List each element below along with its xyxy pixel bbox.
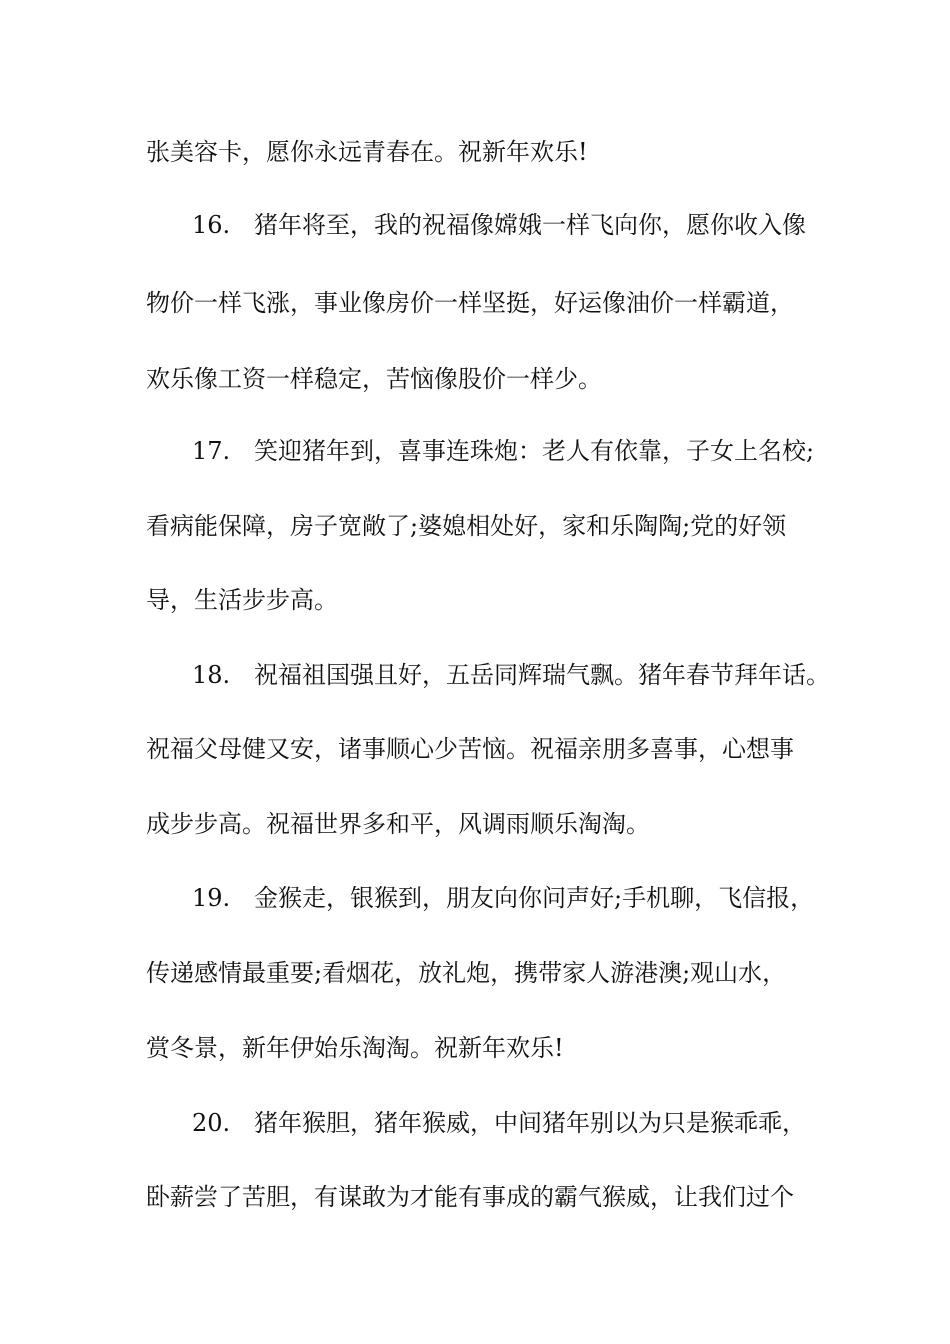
list-item-18: [192, 657, 892, 693]
item-text: 笑迎猪年到，喜事连珠炮：老人有依靠，子女上名校;: [254, 437, 815, 465]
text-line: 赏冬景，新年伊始乐淘淘。祝新年欢乐!: [146, 1034, 564, 1062]
item-number: 16.: [192, 211, 231, 239]
text-line: 张美容卡，愿你永远青春在。祝新年欢乐!: [146, 138, 588, 166]
text-line: 导，生活步步高。: [146, 586, 338, 614]
text-line: 卧薪尝了苦胆，有谋敢为才能有事成的霸气猴威，让我们过个: [146, 1183, 794, 1211]
item-number: 18.: [192, 661, 231, 689]
text-line: 看病能保障，房子宽敞了;婆媳相处好，家和乐陶陶;党的好领: [146, 512, 787, 540]
list-item-19: [192, 880, 892, 916]
item-text: 祝福祖国强且好，五岳同辉瑞气飘。猪年春节拜年话。: [254, 661, 830, 689]
item-text: 猪年猴胆，猪年猴威，中间猪年别以为只是猴乖乖，: [254, 1109, 806, 1137]
item-text: 猪年将至，我的祝福像嫦娥一样飞向你，愿你收入像: [254, 211, 806, 239]
text-line: 祝福父母健又安，诸事顺心少苦恼。祝福亲朋多喜事，心想事: [146, 735, 794, 763]
item-number: 19.: [192, 884, 231, 912]
item-number: 20.: [192, 1109, 231, 1137]
list-item-16: [192, 207, 892, 243]
list-item-20: [192, 1105, 892, 1141]
text-line: 传递感情最重要;看烟花，放礼炮，携带家人游港澳;观山水，: [146, 959, 787, 987]
list-item-17: [192, 433, 892, 469]
text-line: 成步步高。祝福世界多和平，风调雨顺乐淘淘。: [146, 810, 650, 838]
text-line: 物价一样飞涨，事业像房价一样坚挺，好运像油价一样霸道，: [146, 289, 794, 317]
item-text: 金猴走，银猴到，朋友向你问声好;手机聊，飞信报，: [254, 884, 815, 912]
text-line: 欢乐像工资一样稳定，苦恼像股价一样少。: [146, 365, 602, 393]
item-number: 17.: [192, 437, 231, 465]
